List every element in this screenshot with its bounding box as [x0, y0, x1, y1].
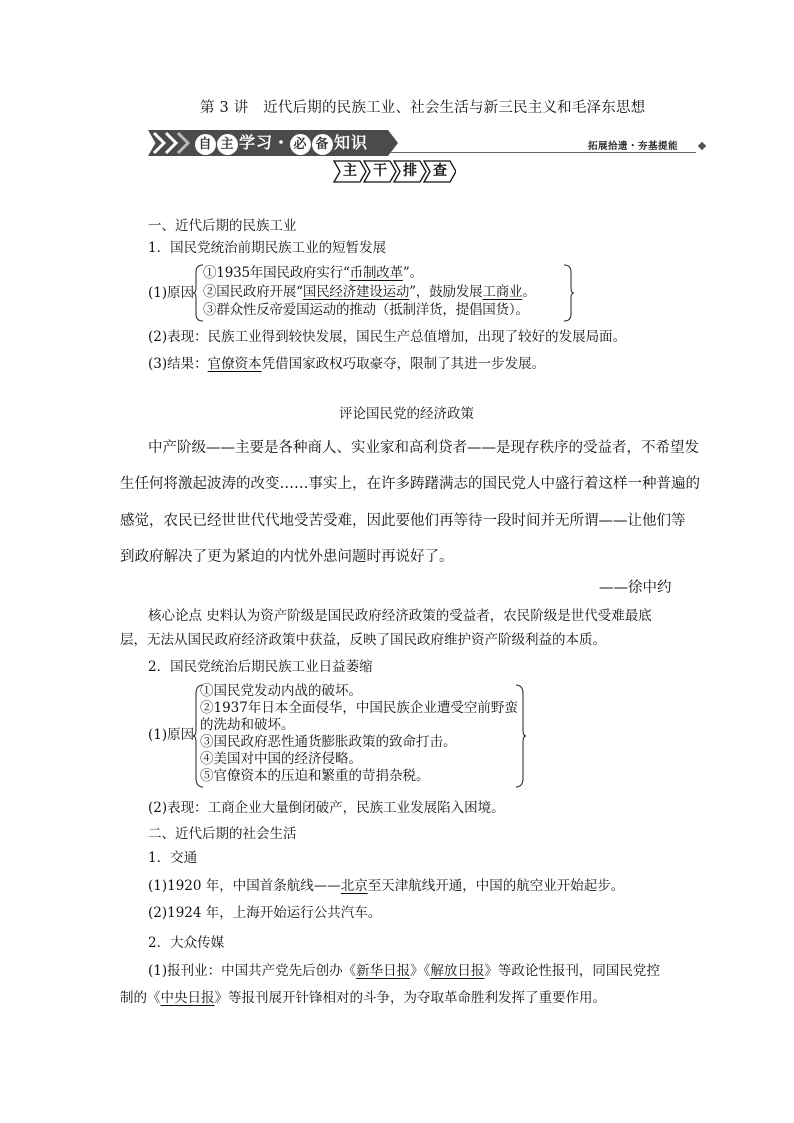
- cause-item: 的洗劫和破坏。: [200, 717, 295, 733]
- banner-char: 主: [217, 134, 238, 155]
- subsection-heading: 1．国民党统治前期民族工业的短暂发展: [148, 240, 387, 256]
- performance-text: (2)表现：民族工业得到较快发展，国民生产总值增加，出现了较好的发展局面。: [148, 329, 627, 345]
- banner-char: 必: [290, 134, 311, 155]
- sub-banner-char: 查: [433, 163, 447, 179]
- banner-char: 备: [312, 134, 333, 155]
- banner-text: 知识: [334, 133, 369, 152]
- subsection-heading: 2．大众传媒: [148, 935, 225, 951]
- quote-line: 中产阶级——主要是各种商人、实业家和高利贷者——是现存秩序的受益者，不希望发: [148, 440, 699, 456]
- sub-banner-char: 干: [373, 163, 387, 179]
- media-item: (1)报刊业：中国共产党先后创办《新华日报》《解放日报》等政论性报刊，同国民党控: [148, 963, 660, 979]
- right-brace-icon: [562, 264, 574, 322]
- cause-item: ③国民政府恶性通货膨胀政策的致命打击。: [200, 734, 457, 750]
- cause-item: ②1937年日本全面侵华，中国民族企业遭受空前野蛮: [200, 700, 518, 716]
- header-rule: [390, 152, 696, 153]
- sub-banner: [332, 160, 456, 184]
- section-heading: 二、近代后期的社会生活: [148, 826, 297, 842]
- subsection-heading: 2．国民党统治后期民族工业日益萎缩: [148, 659, 373, 675]
- quote-line: 感觉，农民已经世世代代地受苦受难，因此要他们再等待一段时间并无所谓——让他们等: [120, 513, 686, 529]
- sub-banner-char: 排: [403, 163, 417, 179]
- right-brace-icon: [514, 684, 526, 788]
- quote-line: 生任何将激起波涛的改变……事实上，在许多踌躇满志的国民党人中盛行着这样一种普遍的: [120, 476, 700, 492]
- performance-text: (2)表现：工商企业大量倒闭破产，民族工业发展陷入困境。: [148, 800, 505, 816]
- subsection-heading: 1．交通: [148, 850, 198, 866]
- media-item: 制的《中央日报》等报刊展开针锋相对的斗争，为夺取革命胜利发挥了重要作用。: [120, 990, 606, 1006]
- cause-item: ④美国对中国的经济侵略。: [200, 751, 362, 767]
- chevron-decoration-icon: [150, 130, 194, 156]
- cause-item: ①国民党发动内战的破坏。: [200, 683, 362, 699]
- quote-author: ——徐中约: [599, 580, 672, 596]
- cause-label: (1)原因: [148, 285, 195, 301]
- result-text: (3)结果：官僚资本凭借国家政权巧取豪夺，限制了其进一步发展。: [148, 356, 546, 372]
- quote-title: 评论国民党的经济政策: [339, 406, 474, 422]
- cause-label: (1)原因: [148, 727, 195, 743]
- right-tag: 拓展拾遗・夯基提能: [588, 141, 679, 152]
- cause-item: ②国民政府开展“国民经济建设运动”，鼓励发展工商业。: [203, 284, 536, 300]
- cause-item: ①1935年国民政府实行“币制改革”。: [203, 265, 423, 281]
- core-point-line: 核心论点 史料认为资产阶级是国民政府经济政策的受益者，农民阶级是世代受难最底: [148, 608, 652, 624]
- section-heading: 一、近代后期的民族工业: [148, 218, 297, 234]
- banner-label: [195, 131, 368, 155]
- banner-text: 学习・: [239, 133, 291, 152]
- sub-banner-char: 主: [343, 163, 357, 179]
- quote-line: 到政府解决了更为紧迫的内忧外患问题时再说好了。: [120, 549, 454, 565]
- core-point-line: 层，无法从国民政府经济政策中获益，反映了国民政府维护资产阶级利益的本质。: [120, 632, 606, 648]
- page-title: 第 3 讲 近代后期的民族工业、社会生活与新三民主义和毛泽东思想: [200, 100, 646, 116]
- cause-item: ③群众性反帝爱国运动的推动（抵制洋货，提倡国货）。: [203, 302, 529, 318]
- diamond-icon: [698, 142, 706, 150]
- transport-item: (2)1924 年，上海开始运行公共汽车。: [148, 905, 382, 921]
- banner-char: 自: [195, 134, 216, 155]
- cause-item: ⑤官僚资本的压迫和繁重的苛捐杂税。: [200, 768, 430, 784]
- transport-item: (1)1920 年，中国首条航线——北京至天津航线开通，中国的航空业开始起步。: [148, 878, 625, 894]
